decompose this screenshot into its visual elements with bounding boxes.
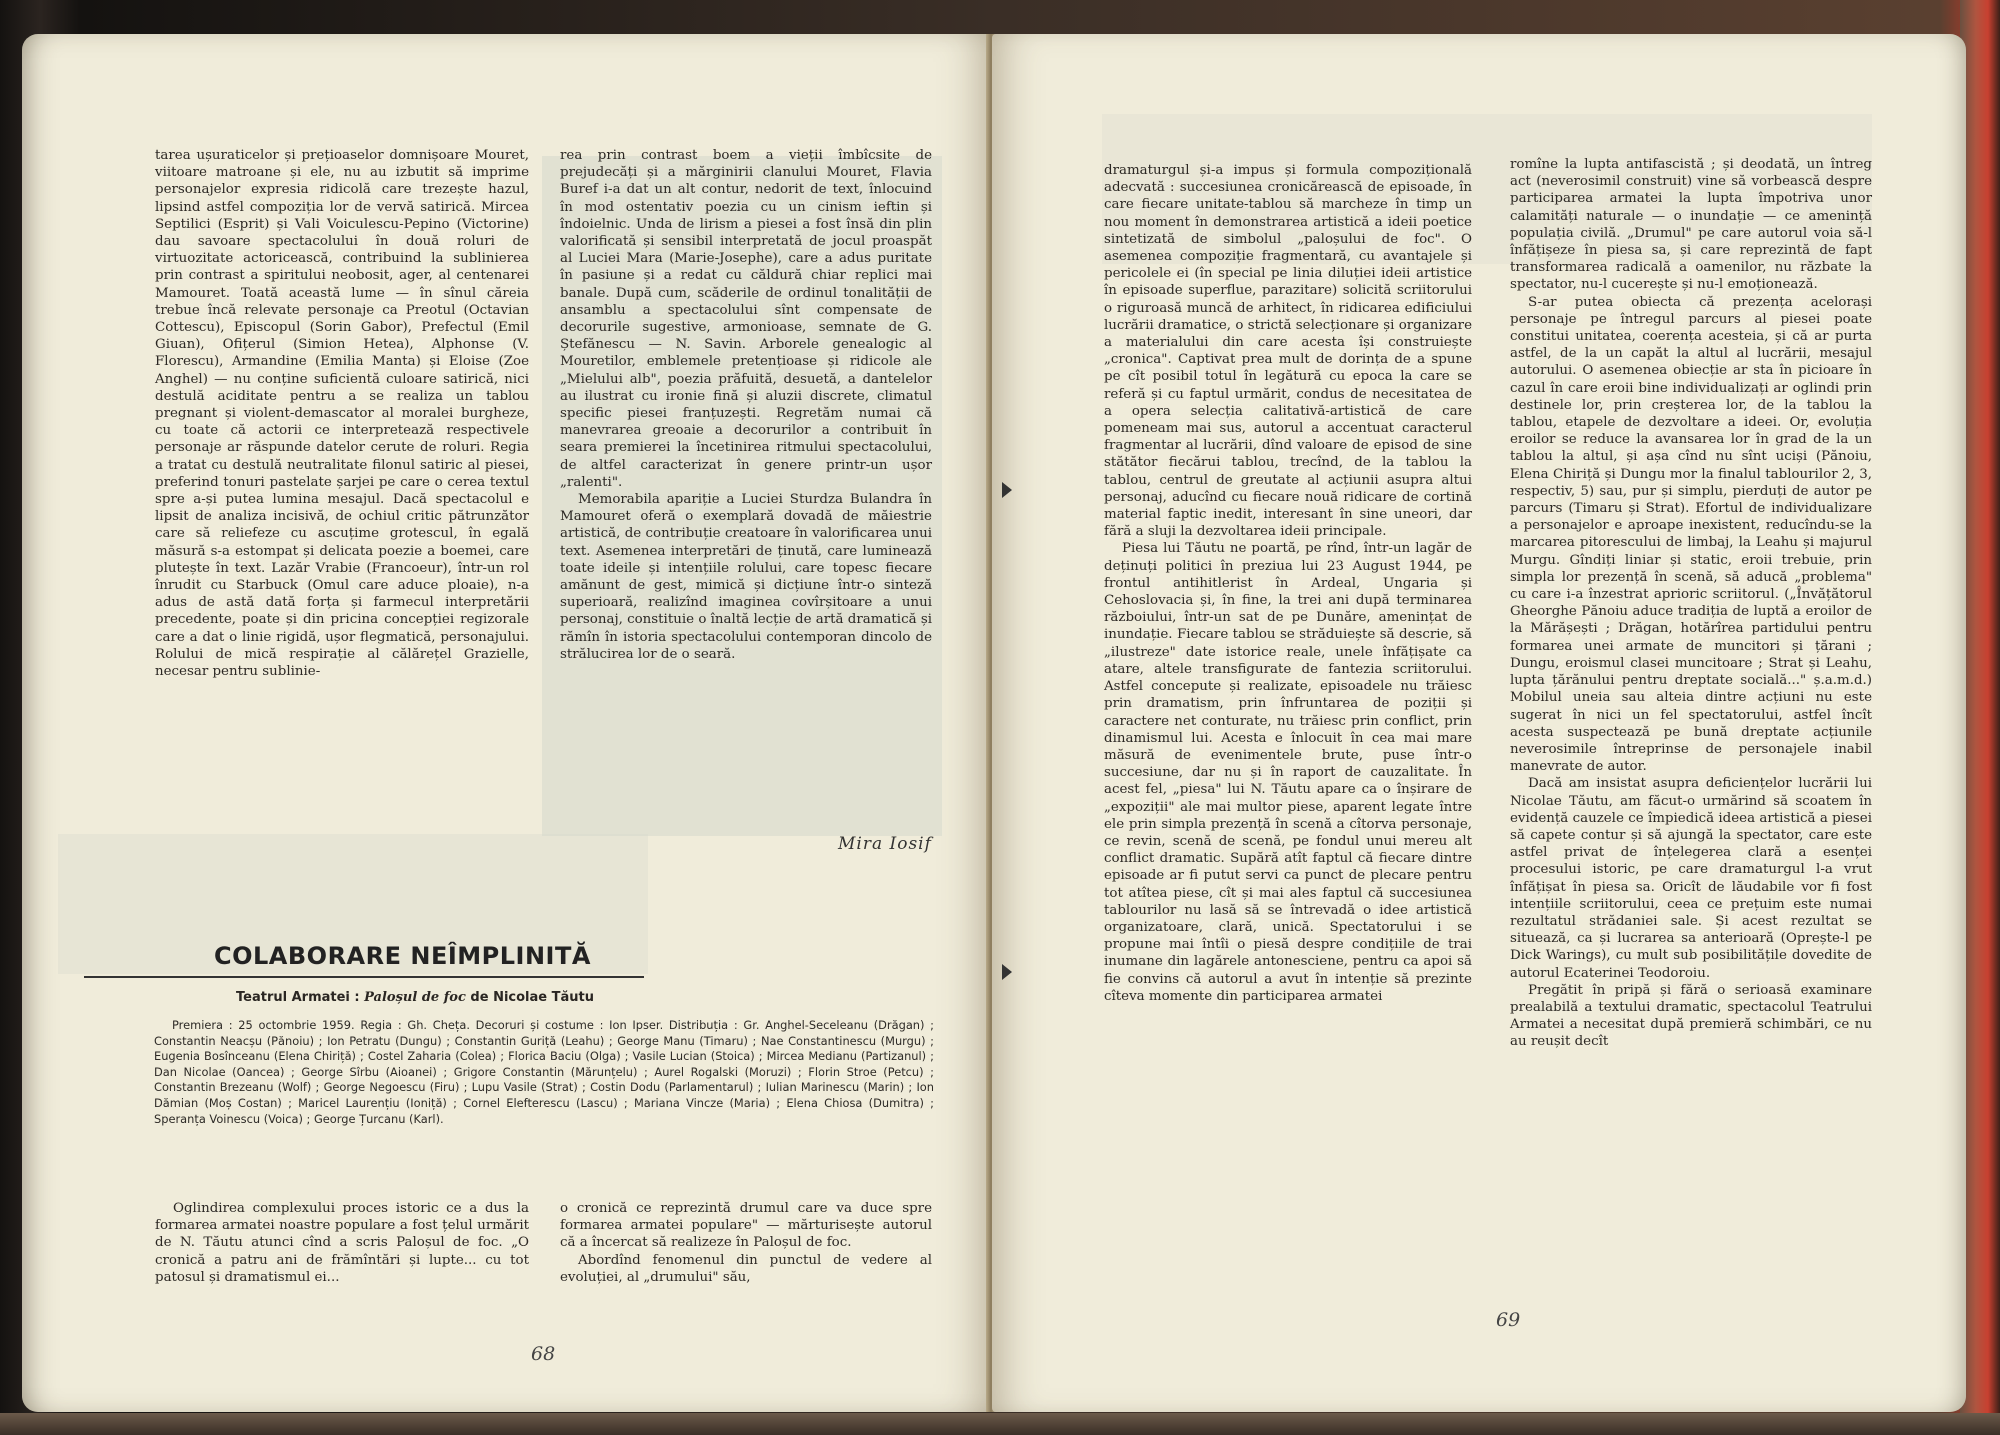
page-number: 69 [1496, 1309, 1521, 1331]
play-subtitle [236, 990, 686, 1005]
section-title: COLABORARE NEÎMPLINITĂ [214, 942, 591, 970]
paragraph: Pregătit în pripă și fără o serioasă examinare prealabilă a textului dramatic, spectacolul Teatrului Armatei a necesitat după premieră schimbări, ce nu au reușit decît [1510, 982, 1872, 1050]
paragraph: romîne la lupta antifascistă ; și deodată, un întreg act (neverosimil construit) vine să vorbească despre participarea armatei la lupta împotriva unor calamități naturale — o inundație — ce amenință populația civilă. „Drumul" pe care autorul voia să-l înfățișeze în piesa sa, și care reprezintă de fapt transformarea radicală a oamenilor, nu răzbate la spectator, nu-l cucerește și nu-l emoționează. [1510, 157, 1872, 293]
paragraph: o cronică ce reprezintă drumul care va duce spre formarea armatei populare" — mărturisește autorul că a încercat să realizeze în Paloșul de foc. [560, 1201, 932, 1251]
paragraph: tarea ușuraticelor și prețioaselor domnișoare Mouret, viitoare matroane și ele, nu au izbutit să imprime personajelor expresia ridicolă care trezește hazul, lipsind astfel compoziția lor de vervă satirică. Mircea Septilici (Esprit) și Vali Voiculescu-Pepino (Victorine) dau savoare spectacolului în două roluri de virtuozitate actoricească, contribuind la sublinierea prin contrast a spiritului neobosit, ager, al centenarei Mamouret. Toată această lume — în sînul căreia trebue încă relevate personaje ca Preotul (Octavian Cottescu), Episcopul (Sorin Gabor), Prefectul (Emil Giuan), Ofițerul (Simion Hetea), Alphonse (V. Florescu), Armandine (Emilia Manta) și Eloise (Zoe Anghel) — nu conține suficientă culoare satirică, nici destulă aciditate pentru a se realiza un tablou pregnant și violent-demascator al moralei burgheze, cu toate că actorii ce interpretează respectivele personaje ar răspunde datelor cerute de roluri. Regia a tratat cu destulă neutralitate filonul satiric al piesei, preferind tonuri pastelate șarjei pe care o cerea textul spre a-și putea lumina mesajul. Dacă spectacolul e lipsit de analiza incisivă, de ochiul critic pătrunzător care să reliefeze cu ascuțime grotescul, în egală măsură s-a estompat și delicata poezie a boemei, care plutește în text. Lazăr Vrabie (Francoeur), într-un rol înrudit cu Starbuck (Omul care aduce ploaie), n-a adus de astă dată forța și farmecul interpretării precedente, poate și din pricina concepției regizorale care a dat o linie rigidă, ușor flegmatică, personajului. Rolului de mică respirație al călărețel Grazielle, necesar pentru sublinie- [155, 148, 529, 680]
page-number: 68 [531, 1343, 556, 1365]
paragraph: Abordînd fenomenul din punctul de vedere al evoluției, al „drumului" său, [560, 1252, 932, 1285]
paragraph: S-ar putea obiecta că prezența acelorași personaje pe întregul parcurs al piesei poate constitui unitatea, coerența acesteia, și că ar purta astfel, de la un capăt la altul al lucrării, mesajul autorului. O asemenea obiecție ar sta în picioare în cazul în care eroii bine individualizați ar oglindi prin destinele lor, prin creșterea lor, de la tablou la tablou, etapele de dezvoltare a ideei. Or, evoluția eroilor se reduce la avansarea lor în grad de la un tablou la altul, și așa cînd nu sînt uciși (Pănoiu, Elena Chiriță și Dungu mor la finalul tablourilor 2, 3, respectiv, 5) sau, pur și simplu, pierduți de autor pe parcurs (Timaru și Strat). Efortul de individualizare a personajelor e aproape inexistent, reducîndu-se la marcarea pitorescului de limbaj, la Leahu și majurul Murgu. Gîndiți liniar și static, eroii trebuie, prin simpla lor prezență în scenă, să aducă „problema" cu care i-a înzestrat aprioric scriitorul. („Învățătorul Gheorghe Pănoiu aduce tradiția de luptă a eroilor de la Mărășești ; Drăgan, hotărîrea partidului pentru formarea unei armate de muncitori și țărani ; Dungu, eroismul clasei muncitoare ; Strat și Leahu, lupta țărănului pentru dreptate socială..." ș.a.m.d.) Mobilul uneia sau alteia dintre acțiuni nu este sugerat în nici un fel spectatorului, astfel încît acesta suspectează pe bună dreptate acțiunile neverosimile întreprinse de personajele inabil manevrate de autor. [1510, 294, 1872, 775]
right-column-1 [1104, 162, 1472, 1005]
binding-mark [1002, 482, 1012, 498]
paragraph: Oglindirea complexului proces istoric ce a dus la formarea armatei noastre populare a fost țelul urmărit de N. Tăutu atunci cînd a scris Paloșul de foc. „O cronică a patru ani de frămîntări și lupte... cu tot patosul și dramatismul ei... [155, 1201, 529, 1285]
binding-mark [1002, 964, 1012, 980]
right-page [992, 34, 1966, 1412]
title-rule [84, 976, 644, 978]
paragraph: dramaturgul și-a impus și formula compozițională adecvată : succesiunea cronicărească de episoade, în care fiecare unitate-tablou să marcheze în timp un nou moment în demonstrarea artistică a ideii poetice sintetizată de simbolul „paloșului de foc". O asemenea compoziție fragmentară, cu avantajele și pericolele ei (în special pe linia diluției ideii artistice în episoade superflue, parazitare) solicită scriitorului o riguroasă muncă de arhitect, în ridicarea edificiului lucrării dramatice, o strictă selecționare și organizare a materialului din care acesta își construiește „cronica". Captivat prea mult de dorința de a spune pe cît posibil totul în legătură cu epoca la care se referă și cu faptul urmărit, condus de necesitatea de a opera selecția calitativă-artistică de care pomeneam mai sus, autorul a accentuat caracterul fragmentar al lucrării, dînd valoare de episod de sine stătător fiecărui tablou, trecînd, de la tablou la tablou, centrul de greutate al acțiunii asupra altui personaj, aducînd cu fiecare nouă ridicare de cortină material faptic inedit, interesant în sine uneori, dar fără a sluji la dezvoltarea ideii principale. [1104, 163, 1472, 540]
play-title: Paloșul de foc [364, 990, 466, 1005]
play-author: de Nicolae Tăutu [465, 990, 594, 1005]
right-column-2 [1510, 156, 1872, 1051]
premiere-credits [154, 1018, 934, 1127]
theatre-name: Teatrul Armatei : [236, 990, 365, 1005]
left-column-4 [560, 1200, 932, 1286]
left-page [22, 34, 990, 1412]
left-column-1 [155, 147, 529, 680]
author-signature: Mira Iosif [838, 834, 932, 854]
paragraph: Dacă am insistat asupra deficiențelor lucrării lui Nicolae Tăutu, am făcut-o urmărind să scoatem în evidență cauzele ce împiedică ideea artistică a piesei să capete contur și să ajungă la spectator, care este astfel privat de înțelegerea clară a esenței procesului istoric, pe care dramaturgul l-a vrut înfățișat în piesa sa. Oricît de lăudabile vor fi fost intențiile scriitorului, ceea ce prețuim este numai rezultatul strădaniei sale. Și acest rezultat se situează, ca și lucrarea sa anterioară (Oprește-l pe Dick Warings), cu mult sub posibilitățile dovedite de autorul Ecaterinei Teodoroiu. [1510, 776, 1872, 981]
paragraph: Piesa lui Tăutu ne poartă, pe rînd, într-un lagăr de deținuți politici în preziua lui 23 August 1944, pe frontul antihitlerist în Ardeal, Ungaria și Cehoslovacia și, în fine, la trei ani după terminarea războiului, într-un sat de pe Dunăre, amenințat de inundație. Fiecare tablou se străduiește să descrie, să „ilustreze" date istorice reale, unele înfățișate ca atare, altele transfigurate de fantezia scriitorului. Astfel concepute și realizate, episoadele nu trăiesc prin dramatism, prin înfruntarea de poziții și caractere net conturate, nu trăiesc prin conflict, prin dinamismul lui. Acesta e înlocuit în cea mai mare măsură de evenimentele brute, puse într-o succesiune, dar nu și în raport de cauzalitate. În acest fel, „piesa" lui N. Tăutu apare ca o înșirare de „expoziții" ale mai multor piese, aparent legate între ele prin simpla prezență în scenă a cîtorva personaje, ce revin, scenă de scenă, pe fondul unui mereu alt conflict dramatic. Supără atît faptul că fiecare dintre episoade ar fi putut servi ca punct de plecare pentru tot atîtea piese, cît și mai ales faptul că succesiunea tablourilor nu lasă să se întrevadă o idee artistică organizatoare, clară, unică. Spectatorului i se propune mai întîi o piesă despre condițiile de trai inumane din lagărele antonesciene, pentru ca apoi să fie convins că autorul a avut în intenție să prezinte cîteva momente din participarea armatei [1104, 541, 1472, 1004]
credits-text: Premiera : 25 octombrie 1959. Regia : Gh. Cheța. Decoruri și costume : Ion Ipser. Distribuția : Gr. Anghel-Seceleanu (Drăgan) ; Constantin Neacșu (Pănoiu) ; Ion Petratu (Dungu) ; Constantin Guriță (Leahu) ; George Manu (Timaru) ; Nae Constantinescu (Murgu) ; Eugenia Bosînceanu (Elena Chiriță) ; Costel Zaharia (Colea) ; Florica Baciu (Olga) ; Vasile Lucian (Stoica) ; Mircea Medianu (Partizanul) ; Dan Nicolae (Oancea) ; George Sîrbu (Aioanei) ; Grigore Constantin (Mărunțelu) ; Aurel Rogalski (Moruzi) ; Florin Stroe (Petcu) ; Constantin Brezeanu (Wolf) ; George Negoescu (Firu) ; Lupu Vasile (Strat) ; Costin Dodu (Parlamentarul) ; Iulian Marinescu (Marin) ; Ion Dămian (Moș Costan) ; Maricel Laurențiu (Ioniță) ; Cornel Elefterescu (Lascu) ; Mariana Vincze (Maria) ; Elena Chiosa (Dumitra) ; Speranța Voinescu (Voica) ; George Țurcanu (Karl). [154, 1018, 934, 1126]
left-column-3 [155, 1200, 529, 1286]
book-cover-edge [1960, 0, 2000, 1435]
paragraph: rea prin contrast boem a vieții îmbîcsite de prejudecăți și a mărginirii clanului Mouret, Flavia Buref i-a dat un alt contur, nedorit de text, înlocuind în mod ostentativ poezia cu un cinism ieftin și îndoielnic. Unda de lirism a piesei a fost însă din plin valorificată și sensibil interpretată de jocul proaspăt al Luciei Mara (Marie-Josephe), care a adus puritate în pasiune și a redat cu căldură chiar replici mai banale. După cum, scăderile de ordinul tonalității de ansamblu a spectacolului sînt compensate de decorurile sugestive, armonioase, semnate de G. Ștefănescu — N. Savin. Arborele genealogic al Mouretilor, emblemele pretențioase și ridicole ale „Mielului alb", poezia prăfuită, desuetă, a dantelelor au ilustrat cu ironie fină și aluzii discrete, climatul specific piesei franțuzești. Regretăm numai că manevrarea greoaie a decorurilor a contribuit în seara premierei la încetinirea ritmului spectacolului, de altfel caracterizat în genere printr-un ușor „ralenti". [560, 148, 932, 490]
book-bottom-edge [0, 1413, 2000, 1435]
left-column-2 [560, 147, 932, 663]
paragraph: Memorabila apariție a Luciei Sturdza Bulandra în Mamouret oferă o exemplară dovadă de măiestrie artistică, de contribuție creatoare în valorificarea unui text. Asemenea interpretări de ținută, care luminează toate ideile și intențiile rolului, care topesc fiecare amănunt de gest, mimică și dicțiune într-o sinteză superioară, realizînd imaginea covîrșitoare a unui personaj, constituie o înaltă lecție de artă dramatică și rămîn în istoria spectacolului contemporan dincolo de strălucirea lor de o seară. [560, 492, 932, 662]
